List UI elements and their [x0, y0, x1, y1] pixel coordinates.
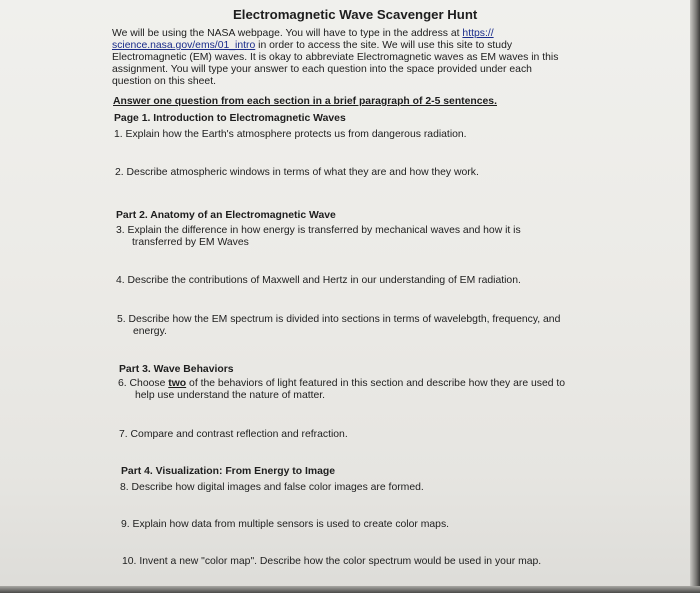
question-9: 9. Explain how data from multiple sensors is used to create color maps. — [121, 519, 450, 530]
intro-text: in order to access the site. We will use this site to study — [255, 40, 513, 51]
intro-line-4: assignment. You will type your answer to each question into the space provided under each — [112, 64, 532, 75]
nasa-url-link-part1[interactable]: https:// — [462, 28, 494, 39]
question-4: 4. Describe the contributions of Maxwell and Hertz in our understanding of EM radiation. — [116, 275, 521, 286]
intro-text: We will be using the NASA webpage. You will have to type in the address at — [112, 28, 463, 39]
instruction-heading: Answer one question from each section in a brief paragraph of 2-5 sentences. — [113, 96, 497, 107]
question-1: 1. Explain how the Earth's atmosphere protects us from dangerous radiation. — [114, 129, 467, 140]
intro-line-1 — [112, 28, 494, 40]
question-7: 7. Compare and contrast reflection and refraction. — [119, 429, 348, 440]
question-6-continued: help use understand the nature of matter. — [135, 390, 326, 401]
question-6 — [118, 378, 565, 390]
section-heading-part2: Part 2. Anatomy of an Electromagnetic Wave — [116, 210, 336, 221]
section-heading-part1: Page 1. Introduction to Electromagnetic Waves — [114, 113, 346, 124]
page-shadow-right — [690, 0, 700, 593]
intro-line-3: Electromagnetic (EM) waves. It is okay to abbreviate Electromagnetic waves as EM waves in this — [112, 52, 559, 63]
section-heading-part3: Part 3. Wave Behaviors — [119, 364, 234, 375]
page-shadow-bottom — [0, 586, 700, 593]
question-5: 5. Describe how the EM spectrum is divided into sections in terms of wavelebgth, frequency, and — [117, 314, 561, 325]
question-6-emphasis: two — [168, 378, 187, 389]
question-3: 3. Explain the difference in how energy is transferred by mechanical waves and how it is — [116, 225, 521, 236]
question-10: 10. Invent a new "color map". Describe how the color spectrum would be used in your map. — [122, 556, 542, 567]
question-2: 2. Describe atmospheric windows in terms of what they are and how they work. — [115, 167, 479, 178]
question-5-continued: energy. — [133, 326, 167, 337]
page-title: Electromagnetic Wave Scavenger Hunt — [233, 7, 478, 22]
question-8: 8. Describe how digital images and false color images are formed. — [120, 482, 424, 493]
question-6-text: 6. Choose — [118, 378, 169, 389]
section-heading-part4: Part 4. Visualization: From Energy to Image — [121, 466, 336, 477]
nasa-url-link-part2[interactable]: science.nasa.gov/ems/01_intro — [112, 40, 256, 51]
intro-line-5: question on this sheet. — [112, 76, 216, 87]
question-6-text: of the behaviors of light featured in this section and describe how they are used to — [186, 378, 566, 389]
intro-line-2 — [112, 40, 512, 52]
question-3-continued: transferred by EM Waves — [132, 237, 249, 248]
